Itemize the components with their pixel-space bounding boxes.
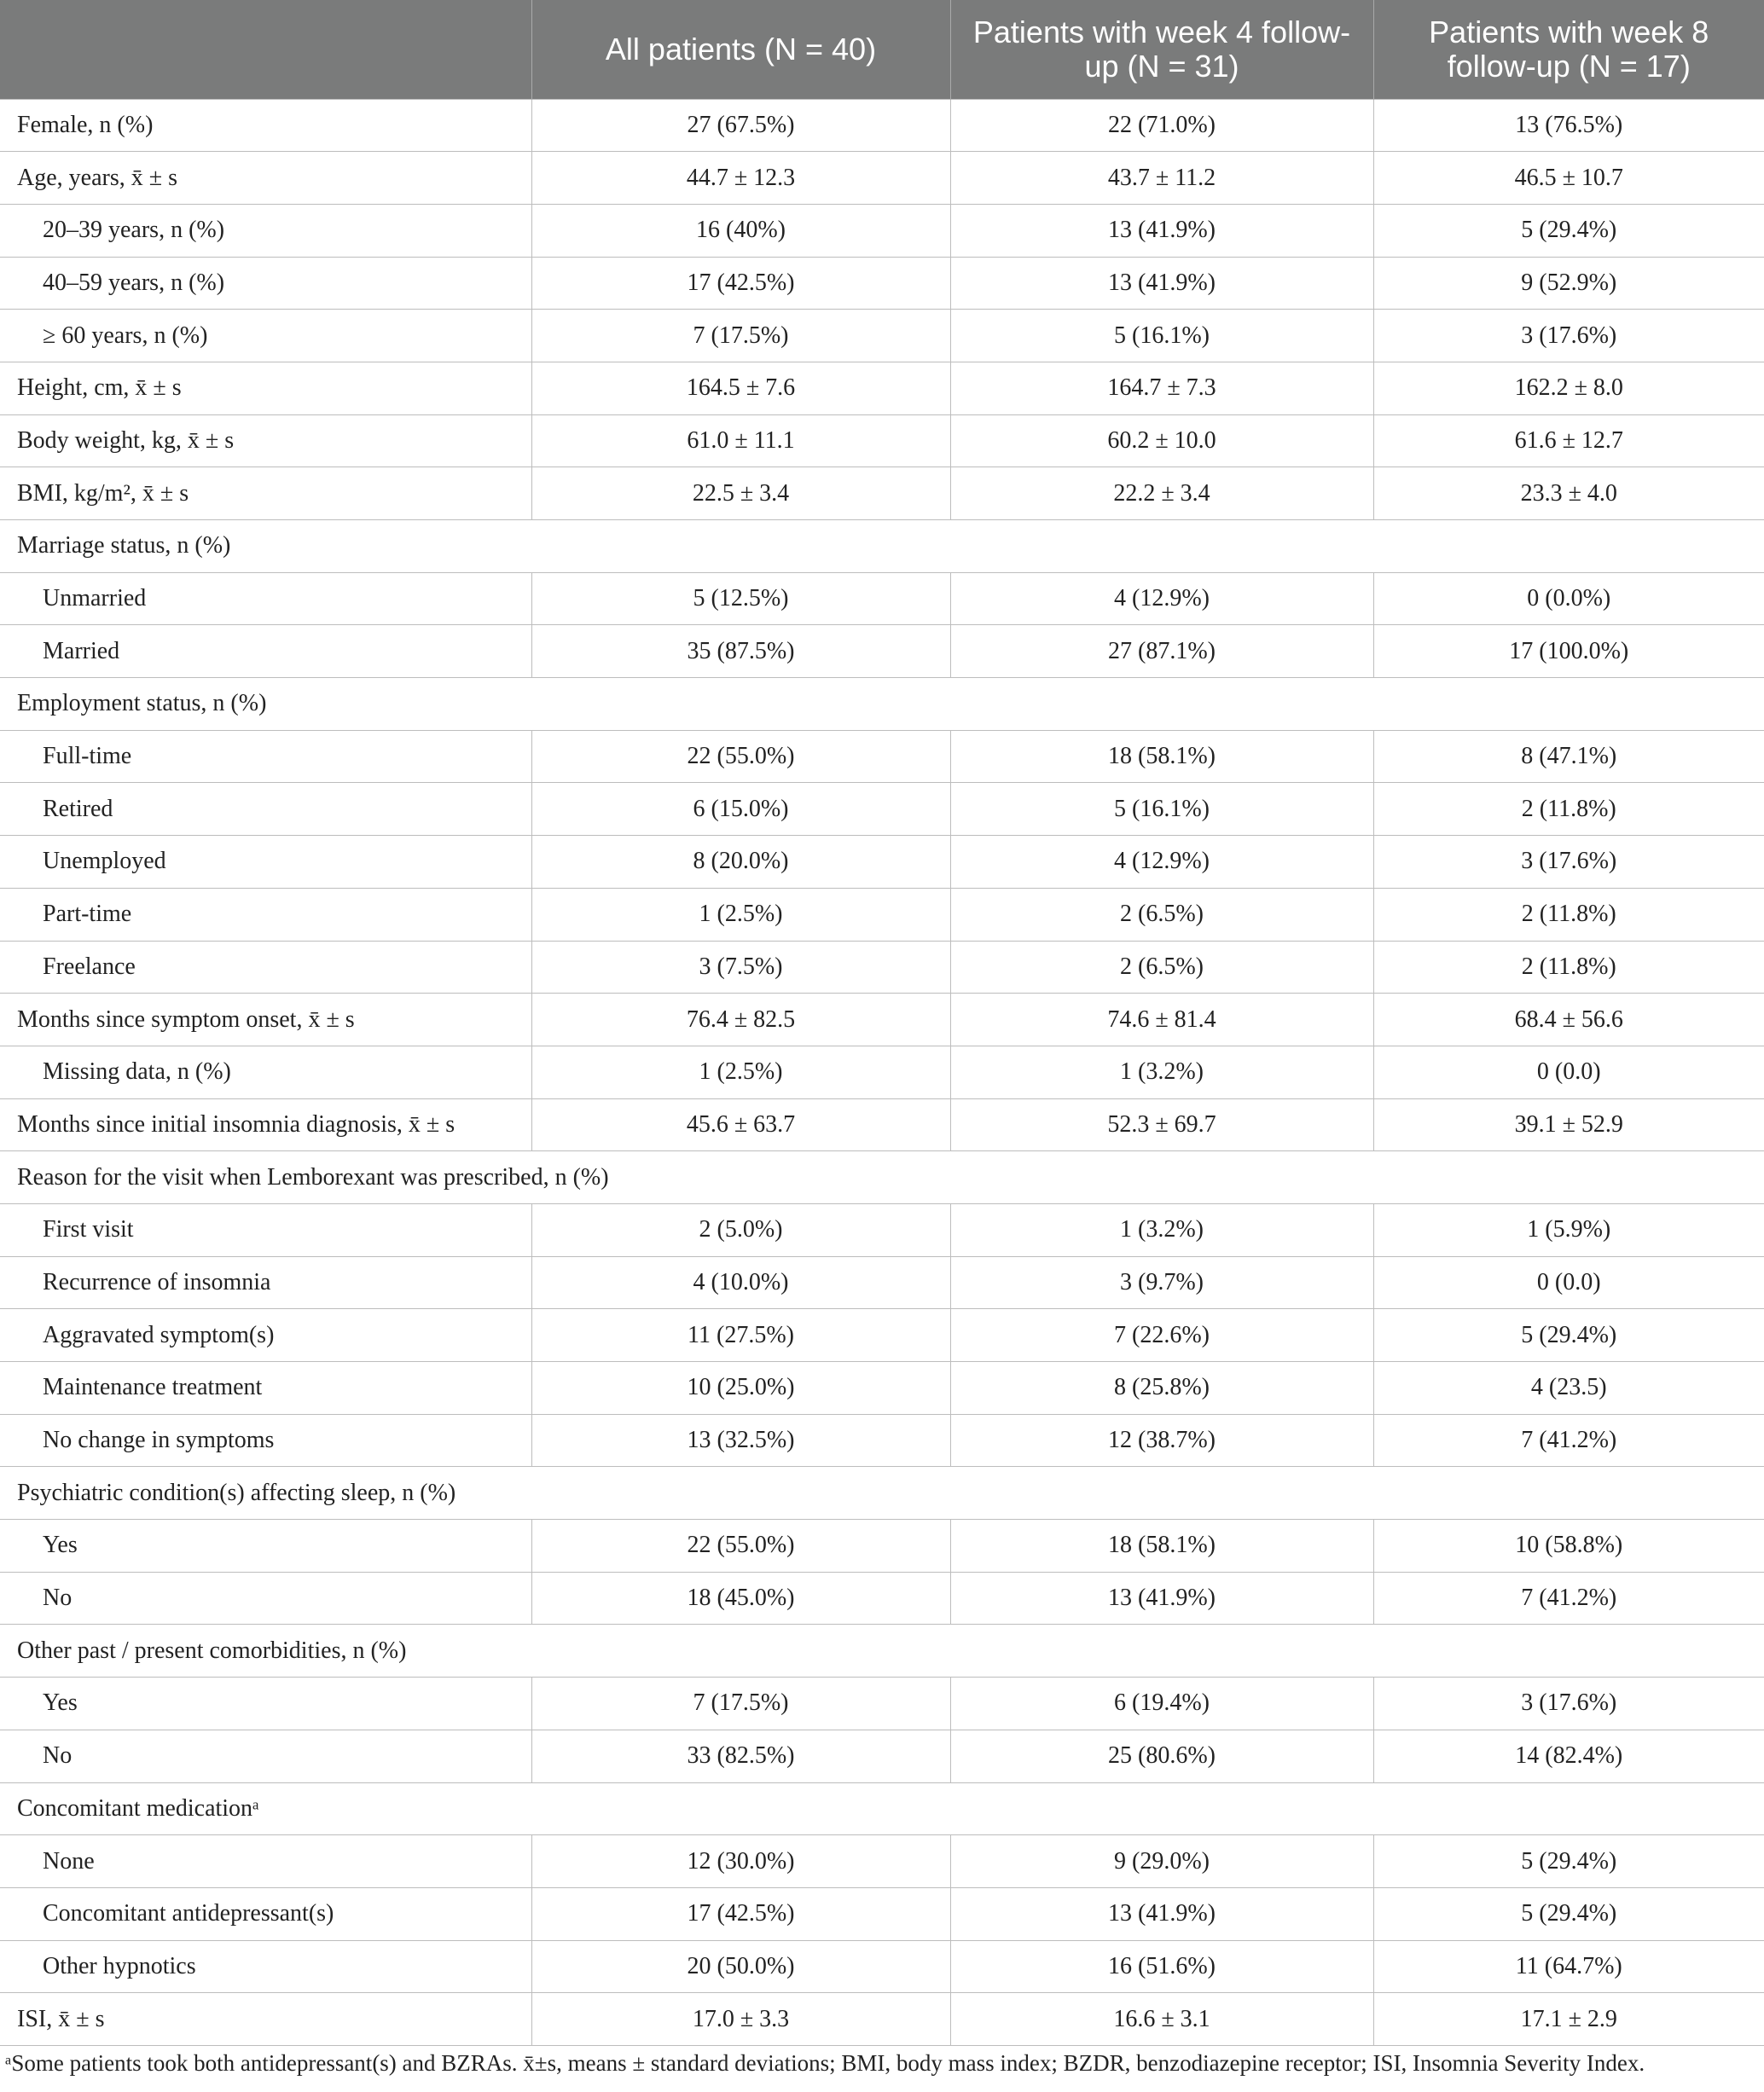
cell-week4: 13 (41.9%) <box>950 257 1373 310</box>
cell-week4: 5 (16.1%) <box>950 310 1373 362</box>
cell-week4: 18 (58.1%) <box>950 730 1373 783</box>
cell-all-patients: 20 (50.0%) <box>531 1940 950 1993</box>
cell-week4: 22.2 ± 3.4 <box>950 467 1373 520</box>
cell-all-patients: 45.6 ± 63.7 <box>531 1098 950 1151</box>
cell-week4: 4 (12.9%) <box>950 836 1373 889</box>
cell-all-patients: 7 (17.5%) <box>531 1678 950 1730</box>
row-label: Unmarried <box>0 572 531 625</box>
cell-all-patients: 76.4 ± 82.5 <box>531 994 950 1046</box>
cell-week8: 5 (29.4%) <box>1373 1309 1764 1362</box>
row-label: Freelance <box>0 941 531 994</box>
table-row <box>0 1993 1764 2046</box>
cell-all-patients: 8 (20.0%) <box>531 836 950 889</box>
row-label: Yes <box>0 1520 531 1573</box>
row-label: No <box>0 1730 531 1782</box>
cell-all-patients: 5 (12.5%) <box>531 572 950 625</box>
cell-week8: 0 (0.0) <box>1373 1256 1764 1309</box>
table-row <box>0 1572 1764 1625</box>
section-label: Employment status, n (%) <box>0 678 1764 731</box>
cell-week8: 9 (52.9%) <box>1373 257 1764 310</box>
cell-week4: 3 (9.7%) <box>950 1256 1373 1309</box>
cell-week4: 22 (71.0%) <box>950 99 1373 152</box>
cell-week8: 162.2 ± 8.0 <box>1373 362 1764 414</box>
cell-week8: 17 (100.0%) <box>1373 625 1764 678</box>
cell-all-patients: 61.0 ± 11.1 <box>531 414 950 467</box>
cell-week4: 43.7 ± 11.2 <box>950 152 1373 205</box>
cell-week4: 7 (22.6%) <box>950 1309 1373 1362</box>
cell-all-patients: 35 (87.5%) <box>531 625 950 678</box>
cell-week8: 7 (41.2%) <box>1373 1572 1764 1625</box>
table-row <box>0 783 1764 836</box>
cell-all-patients: 3 (7.5%) <box>531 941 950 994</box>
header-label-column <box>0 0 531 99</box>
table-row <box>0 1678 1764 1730</box>
cell-all-patients: 10 (25.0%) <box>531 1362 950 1415</box>
section-label: Psychiatric condition(s) affecting sleep, n (%) <box>0 1467 1764 1520</box>
row-label: Months since symptom onset, x̄ ± s <box>0 994 531 1046</box>
row-label: Female, n (%) <box>0 99 531 152</box>
table-header-row <box>0 0 1764 99</box>
row-label: Body weight, kg, x̄ ± s <box>0 414 531 467</box>
table-row <box>0 1887 1764 1940</box>
cell-week8: 2 (11.8%) <box>1373 783 1764 836</box>
row-label: Height, cm, x̄ ± s <box>0 362 531 414</box>
section-row <box>0 1782 1764 1835</box>
row-label: Part-time <box>0 888 531 941</box>
header-all-patients: All patients (N = 40) <box>531 0 950 99</box>
section-row <box>0 1467 1764 1520</box>
cell-week8: 10 (58.8%) <box>1373 1520 1764 1573</box>
cell-week8: 0 (0.0) <box>1373 1046 1764 1098</box>
table-footnote: ᵃSome patients took both antidepressant(s) and BZRAs. x̄±s, means ± standard deviations; BMI, body mass index; BZDR, benzodiazepine receptor; ISI, Insomnia Severity Index. <box>5 2050 1645 2076</box>
section-label: Concomitant medicationᵃ <box>0 1782 1764 1835</box>
cell-week8: 4 (23.5) <box>1373 1362 1764 1415</box>
table-row <box>0 1309 1764 1362</box>
table-row <box>0 1362 1764 1415</box>
row-label: First visit <box>0 1203 531 1256</box>
row-label: No <box>0 1572 531 1625</box>
cell-week8: 3 (17.6%) <box>1373 1678 1764 1730</box>
cell-all-patients: 4 (10.0%) <box>531 1256 950 1309</box>
cell-week8: 23.3 ± 4.0 <box>1373 467 1764 520</box>
row-label: Maintenance treatment <box>0 1362 531 1415</box>
cell-week4: 8 (25.8%) <box>950 1362 1373 1415</box>
cell-all-patients: 1 (2.5%) <box>531 1046 950 1098</box>
cell-all-patients: 16 (40%) <box>531 204 950 257</box>
table-row <box>0 467 1764 520</box>
cell-week8: 8 (47.1%) <box>1373 730 1764 783</box>
cell-week4: 60.2 ± 10.0 <box>950 414 1373 467</box>
cell-week8: 2 (11.8%) <box>1373 888 1764 941</box>
row-label: Married <box>0 625 531 678</box>
row-label: None <box>0 1835 531 1888</box>
table-row <box>0 1730 1764 1782</box>
cell-week8: 17.1 ± 2.9 <box>1373 1993 1764 2046</box>
header-week8-patients: Patients with week 8 follow-up (N = 17) <box>1373 0 1764 99</box>
cell-all-patients: 18 (45.0%) <box>531 1572 950 1625</box>
cell-week4: 2 (6.5%) <box>950 941 1373 994</box>
table-row <box>0 362 1764 414</box>
cell-week4: 9 (29.0%) <box>950 1835 1373 1888</box>
table-row <box>0 1203 1764 1256</box>
row-label: Yes <box>0 1678 531 1730</box>
section-row <box>0 1625 1764 1678</box>
section-label: Marriage status, n (%) <box>0 520 1764 573</box>
row-label: Unemployed <box>0 836 531 889</box>
cell-week8: 46.5 ± 10.7 <box>1373 152 1764 205</box>
row-label: No change in symptoms <box>0 1414 531 1467</box>
table-row <box>0 204 1764 257</box>
cell-week8: 5 (29.4%) <box>1373 1835 1764 1888</box>
cell-week4: 13 (41.9%) <box>950 1572 1373 1625</box>
cell-week4: 25 (80.6%) <box>950 1730 1373 1782</box>
row-label: Recurrence of insomnia <box>0 1256 531 1309</box>
cell-week8: 14 (82.4%) <box>1373 1730 1764 1782</box>
table-row <box>0 99 1764 152</box>
cell-week8: 7 (41.2%) <box>1373 1414 1764 1467</box>
cell-all-patients: 164.5 ± 7.6 <box>531 362 950 414</box>
cell-week4: 1 (3.2%) <box>950 1203 1373 1256</box>
cell-week4: 74.6 ± 81.4 <box>950 994 1373 1046</box>
cell-week4: 16 (51.6%) <box>950 1940 1373 1993</box>
cell-all-patients: 33 (82.5%) <box>531 1730 950 1782</box>
cell-all-patients: 13 (32.5%) <box>531 1414 950 1467</box>
cell-week4: 1 (3.2%) <box>950 1046 1373 1098</box>
cell-week8: 1 (5.9%) <box>1373 1203 1764 1256</box>
cell-week4: 52.3 ± 69.7 <box>950 1098 1373 1151</box>
cell-week8: 11 (64.7%) <box>1373 1940 1764 1993</box>
cell-week4: 6 (19.4%) <box>950 1678 1373 1730</box>
row-label: Concomitant antidepressant(s) <box>0 1887 531 1940</box>
cell-all-patients: 6 (15.0%) <box>531 783 950 836</box>
row-label: Aggravated symptom(s) <box>0 1309 531 1362</box>
section-row <box>0 520 1764 573</box>
table-row <box>0 1098 1764 1151</box>
cell-all-patients: 12 (30.0%) <box>531 1835 950 1888</box>
cell-week4: 16.6 ± 3.1 <box>950 1993 1373 2046</box>
row-label: Missing data, n (%) <box>0 1046 531 1098</box>
cell-week4: 13 (41.9%) <box>950 1887 1373 1940</box>
cell-week4: 164.7 ± 7.3 <box>950 362 1373 414</box>
table-row <box>0 414 1764 467</box>
cell-week8: 13 (76.5%) <box>1373 99 1764 152</box>
cell-week4: 27 (87.1%) <box>950 625 1373 678</box>
table-row <box>0 941 1764 994</box>
cell-all-patients: 2 (5.0%) <box>531 1203 950 1256</box>
cell-week4: 2 (6.5%) <box>950 888 1373 941</box>
table-row <box>0 572 1764 625</box>
row-label: ISI, x̄ ± s <box>0 1993 531 2046</box>
cell-all-patients: 22.5 ± 3.4 <box>531 467 950 520</box>
cell-week4: 12 (38.7%) <box>950 1414 1373 1467</box>
row-label: 20–39 years, n (%) <box>0 204 531 257</box>
table-body <box>0 99 1764 2045</box>
cell-week8: 0 (0.0%) <box>1373 572 1764 625</box>
cell-week8: 61.6 ± 12.7 <box>1373 414 1764 467</box>
table-row <box>0 888 1764 941</box>
table-row <box>0 1046 1764 1098</box>
cell-all-patients: 7 (17.5%) <box>531 310 950 362</box>
section-row <box>0 678 1764 731</box>
row-label: BMI, kg/m², x̄ ± s <box>0 467 531 520</box>
table-row <box>0 1940 1764 1993</box>
table-row <box>0 152 1764 205</box>
section-label: Other past / present comorbidities, n (%) <box>0 1625 1764 1678</box>
row-label: Retired <box>0 783 531 836</box>
row-label: Other hypnotics <box>0 1940 531 1993</box>
table-row <box>0 836 1764 889</box>
cell-all-patients: 22 (55.0%) <box>531 1520 950 1573</box>
row-label: 40–59 years, n (%) <box>0 257 531 310</box>
row-label: Months since initial insomnia diagnosis, x̄ ± s <box>0 1098 531 1151</box>
cell-week8: 5 (29.4%) <box>1373 1887 1764 1940</box>
table-row <box>0 257 1764 310</box>
table-row <box>0 310 1764 362</box>
table-row <box>0 1835 1764 1888</box>
cell-all-patients: 1 (2.5%) <box>531 888 950 941</box>
row-label: ≥ 60 years, n (%) <box>0 310 531 362</box>
cell-all-patients: 17 (42.5%) <box>531 1887 950 1940</box>
cell-week8: 3 (17.6%) <box>1373 836 1764 889</box>
cell-week8: 68.4 ± 56.6 <box>1373 994 1764 1046</box>
cell-all-patients: 27 (67.5%) <box>531 99 950 152</box>
table-row <box>0 730 1764 783</box>
table-row <box>0 1414 1764 1467</box>
cell-week4: 4 (12.9%) <box>950 572 1373 625</box>
cell-all-patients: 17.0 ± 3.3 <box>531 1993 950 2046</box>
row-label: Full-time <box>0 730 531 783</box>
row-label: Age, years, x̄ ± s <box>0 152 531 205</box>
cell-all-patients: 22 (55.0%) <box>531 730 950 783</box>
cell-week4: 18 (58.1%) <box>950 1520 1373 1573</box>
table-row <box>0 625 1764 678</box>
table-row <box>0 994 1764 1046</box>
table-row <box>0 1520 1764 1573</box>
cell-week8: 2 (11.8%) <box>1373 941 1764 994</box>
section-label: Reason for the visit when Lemborexant was prescribed, n (%) <box>0 1151 1764 1204</box>
cell-week8: 5 (29.4%) <box>1373 204 1764 257</box>
cell-week4: 5 (16.1%) <box>950 783 1373 836</box>
cell-all-patients: 11 (27.5%) <box>531 1309 950 1362</box>
cell-all-patients: 44.7 ± 12.3 <box>531 152 950 205</box>
table-row <box>0 1256 1764 1309</box>
cell-all-patients: 17 (42.5%) <box>531 257 950 310</box>
cell-week8: 3 (17.6%) <box>1373 310 1764 362</box>
cell-week4: 13 (41.9%) <box>950 204 1373 257</box>
section-row <box>0 1151 1764 1204</box>
header-week4-patients: Patients with week 4 follow-up (N = 31) <box>950 0 1373 99</box>
cell-week8: 39.1 ± 52.9 <box>1373 1098 1764 1151</box>
